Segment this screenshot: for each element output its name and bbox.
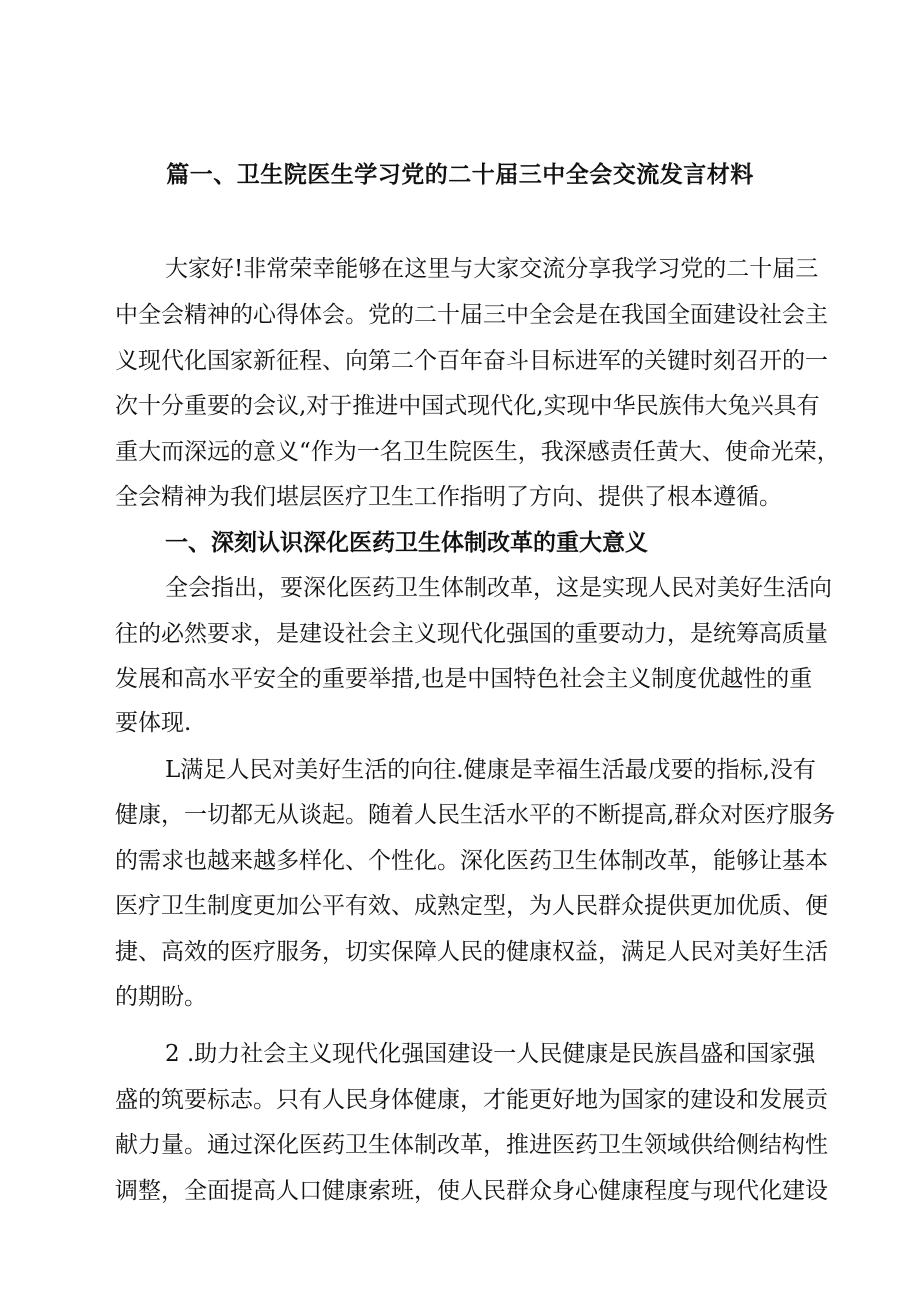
paragraph-line: 健康，一切都无从谈起。随着人民生活水平的不断提高,群众对医疗服务: [115, 802, 836, 828]
paragraph-line: 医疗卫生制度更加公平有效、成熟定型，为人民群众提供更加优质、便: [115, 893, 828, 919]
paragraph-line: L满足人民对美好生活的向往.健康是幸福生活最戊要的指标,没有: [165, 757, 816, 783]
paragraph-line: 调整，全面提高人口健康索班，使人民群众身心健康程度与现代化建设: [115, 1178, 828, 1204]
paragraph-line: 盛的筑要标志。只有人民身体健康，才能更好地为国家的建设和发展贡: [115, 1087, 828, 1113]
paragraph-line: 次十分重要的会议,对于推进中国式现代化,实现中华民族伟大兔兴具有: [115, 393, 820, 419]
paragraph-line: 全会精神为我们堪层医疗卫生工作指明了方向、提供了根本遵循。: [115, 484, 782, 510]
document-title: 篇一、卫生院医生学习党的二十届三中全会交流发言材料: [166, 161, 754, 188]
paragraph-line: 的期盼。: [115, 984, 207, 1010]
paragraph-line: 2 .助力社会主义现代化强国建设一人民健康是民族昌盛和国家强: [165, 1041, 816, 1067]
paragraph-line: 重大而深远的意义“作为一名卫生院医生，我深感责任黄大、使命光荣，: [115, 439, 840, 465]
paragraph-line: 大家好!非常荣幸能够在这里与大家交流分享我学习党的二十届三: [165, 256, 819, 282]
paragraph-line: 往的必然要求，是建设社会主义现代化强国的重要动力，是统筹高质量: [115, 621, 828, 647]
paragraph-line: 捷、高效的医疗服务，切实保障人民的健康权益，满足人民对美好生活: [115, 939, 828, 965]
paragraph-line: 献力量。通过深化医药卫生体制改革，推进医药卫生领域供给侧结构性: [115, 1132, 828, 1158]
paragraph-line: 发展和高水平安全的重要举措,也是中国特色社会主义制度优越性的重: [115, 666, 813, 692]
section-heading: 一、深刻认识深化医药卫生体制改革的重大意义: [165, 529, 648, 556]
paragraph-line: 义现代化国家新征程、向第二个百年奋斗目标进军的关键时刻召开的一: [115, 348, 828, 374]
paragraph-line: 全会指出，要深化医药卫生体制改革，这是实现人民对美好生活向: [165, 575, 832, 601]
paragraph-line: 中全会精神的心得体会。党的二十届三中全会是在我国全面建设社会主: [115, 302, 828, 328]
paragraph-line: 的需求也越来越多样化、个性化。深化医药卫生体制改革，能够让基本: [115, 848, 828, 874]
paragraph-line: 要体现.: [115, 710, 192, 736]
